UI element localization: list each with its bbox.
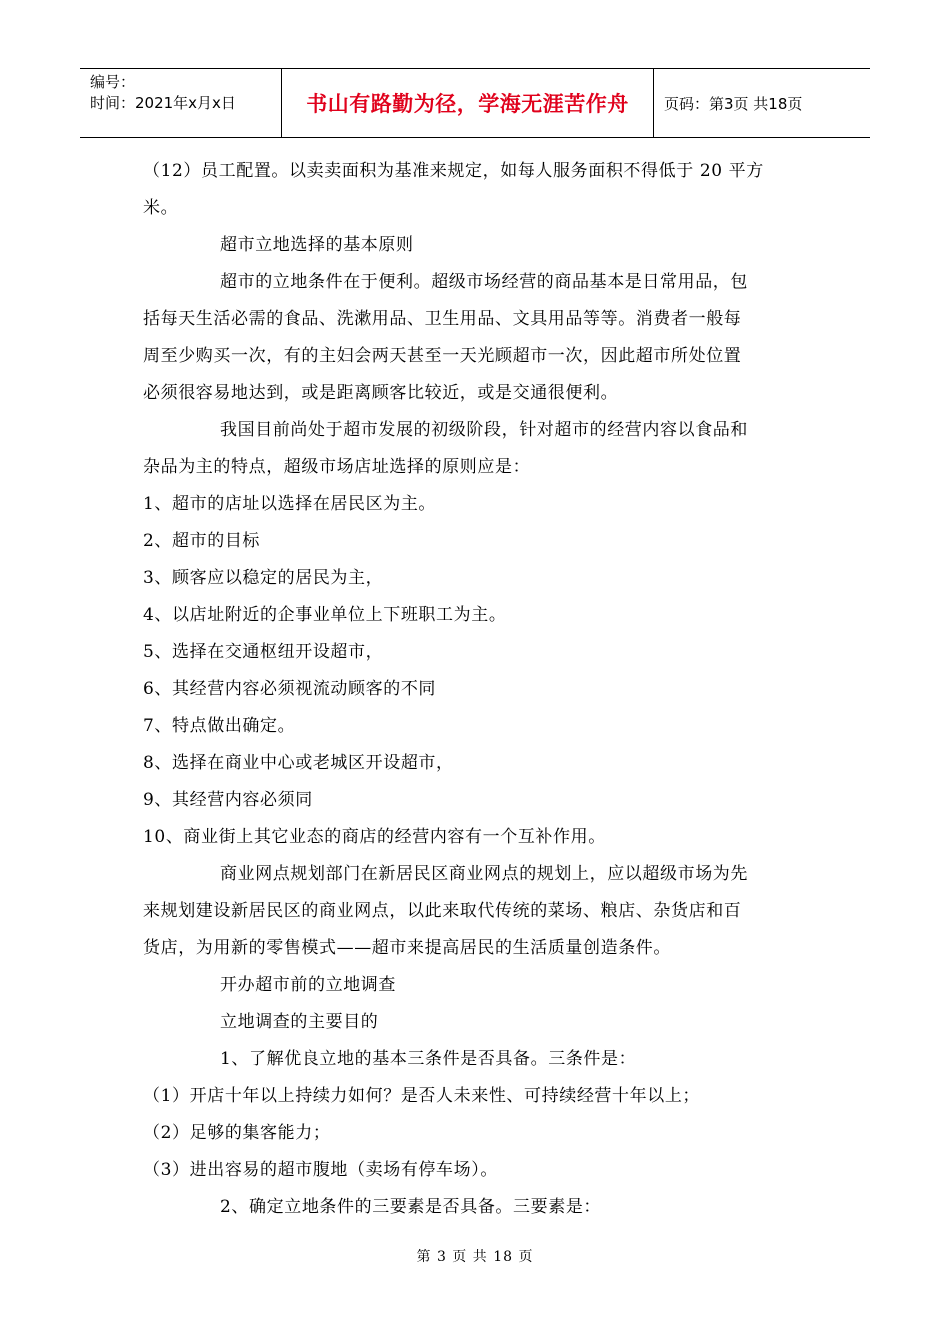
list-item: 7、特点做出确定。 [143, 716, 296, 736]
list-item: 9、其经营内容必须同 [143, 790, 313, 810]
body-line: 商业网点规划部门在新居民区商业网点的规划上，应以超级市场为先 [220, 864, 748, 884]
body-line: 来规划建设新居民区的商业网点，以此来取代传统的菜场、粮店、杂货店和百 [143, 901, 742, 921]
section-heading: 开办超市前的立地调查 [220, 975, 396, 995]
time-label: 时间：2021年x月x日 [90, 94, 236, 112]
page-info: 页码：第3页 共18页 [664, 94, 803, 113]
list-item: 6、其经营内容必须视流动顾客的不同 [143, 679, 437, 699]
list-item: 3、顾客应以稳定的居民为主， [143, 568, 384, 588]
body-line: 周至少购买一次，有的主妇会两天甚至一天光顾超市一次，因此超市所处位置 [143, 346, 742, 366]
list-item: （1）开店十年以上持续力如何？是否人未来性、可持续经营十年以上； [143, 1086, 701, 1106]
header-meta [80, 69, 282, 137]
motto: 书山有路勤为径，学海无涯苦作舟 [306, 92, 629, 116]
body-line: 2、确定立地条件的三要素是否具备。三要素是： [220, 1197, 602, 1217]
list-item: 5、选择在交通枢纽开设超市， [143, 642, 384, 662]
body-line: 杂品为主的特点，超级市场店址选择的原则应是： [143, 457, 531, 477]
document-body [143, 153, 811, 1226]
header-motto-cell [282, 69, 654, 137]
header-page-info-cell [654, 69, 870, 137]
list-item: （3）进出容易的超市腹地（卖场有停车场）。 [143, 1160, 498, 1180]
list-item: 10、商业街上其它业态的商店的经营内容有一个互补作用。 [143, 827, 606, 847]
body-line: （12）员工配置。以卖卖面积为基准来规定，如每人服务面积不得低于 20 平方 [143, 161, 764, 181]
page-footer: 第 3 页 共 18 页 [416, 1249, 534, 1265]
body-line: 括每天生活必需的食品、洗漱用品、卫生用品、文具用品等等。消费者一般每 [143, 309, 742, 329]
body-line: 米。 [143, 198, 179, 218]
body-line: 1、了解优良立地的基本三条件是否具备。三条件是： [220, 1049, 637, 1069]
list-item: 2、超市的目标 [143, 531, 261, 551]
body-line: 货店，为用新的零售模式——超市来提高居民的生活质量创造条件。 [143, 938, 671, 958]
list-item: 4、以店址附近的企事业单位上下班职工为主。 [143, 605, 507, 625]
list-item: 8、选择在商业中心或老城区开设超市， [143, 753, 454, 773]
section-heading: 立地调查的主要目的 [220, 1012, 379, 1032]
list-item: （2）足够的集客能力； [143, 1123, 331, 1143]
number-label: 编号： [90, 73, 136, 91]
list-item: 1、超市的店址以选择在居民区为主。 [143, 494, 437, 514]
body-line: 超市的立地条件在于便利。超级市场经营的商品基本是日常用品，包 [220, 272, 748, 292]
body-line: 必须很容易地达到，或是距离顾客比较近，或是交通很便利。 [143, 383, 619, 403]
section-heading: 超市立地选择的基本原则 [220, 235, 414, 255]
body-line: 我国目前尚处于超市发展的初级阶段，针对超市的经营内容以食品和 [220, 420, 748, 440]
page-header [80, 68, 870, 138]
